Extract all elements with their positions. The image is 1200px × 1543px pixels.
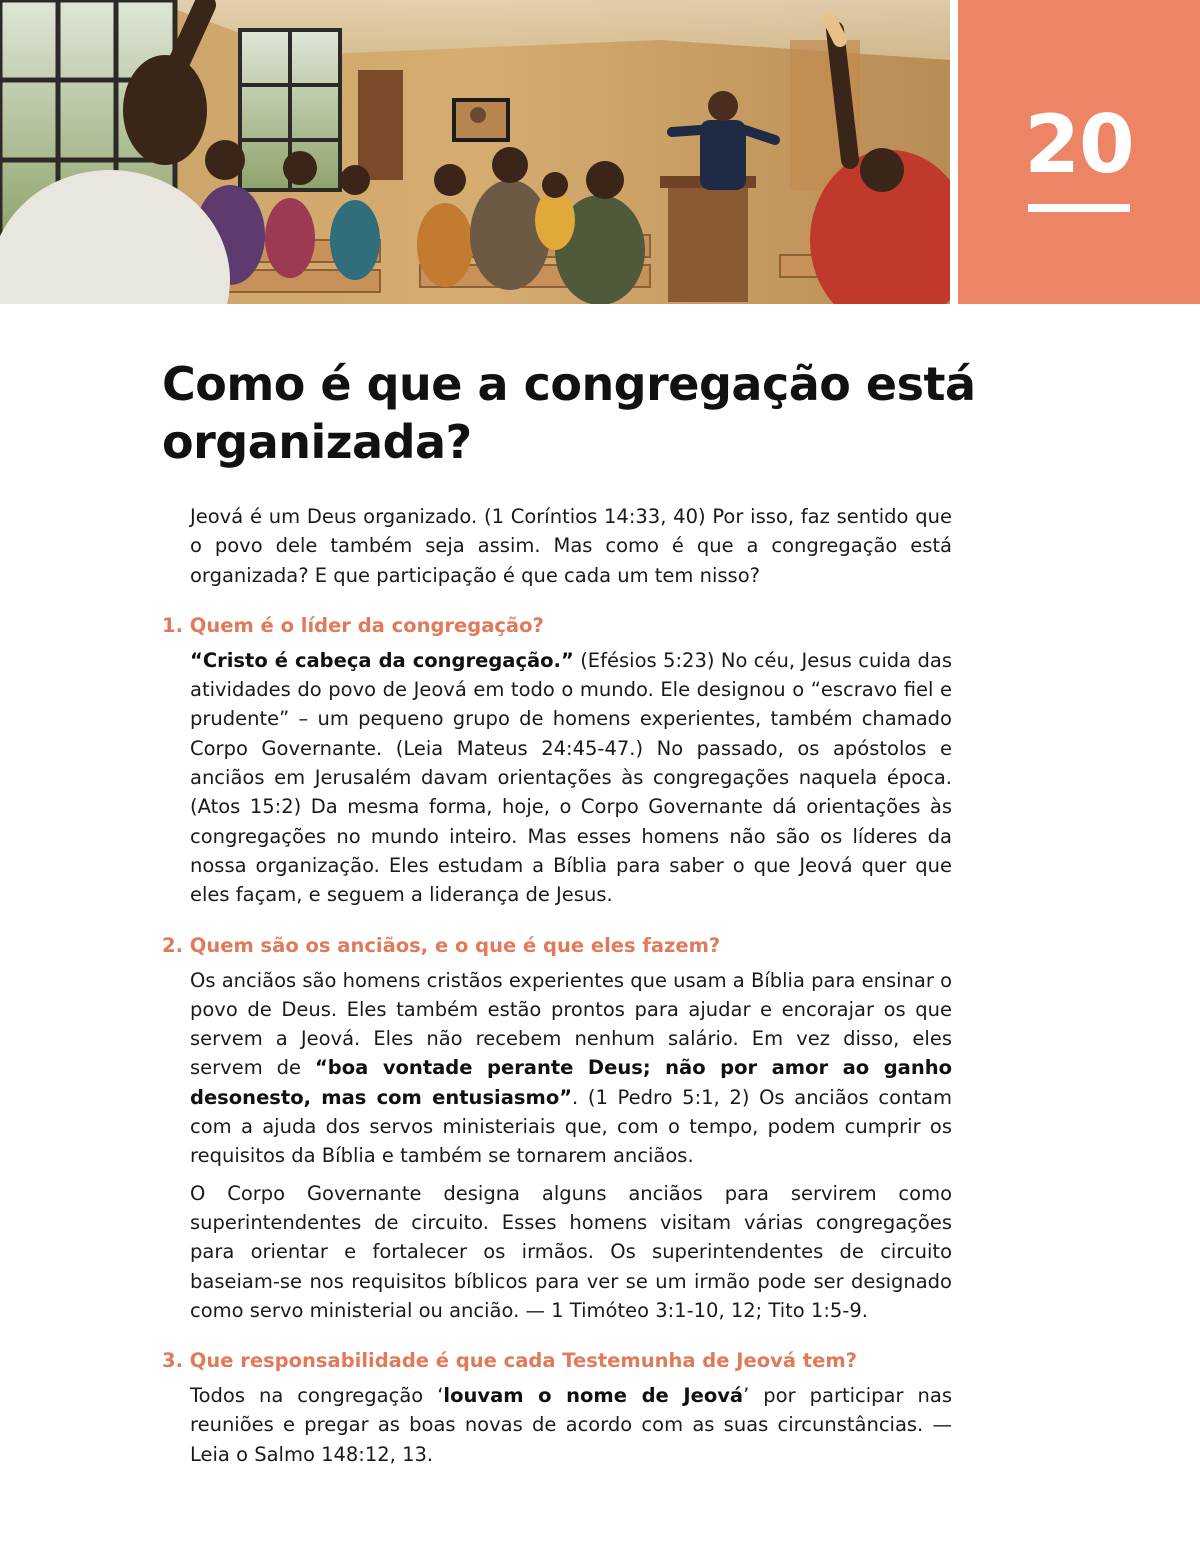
paragraph-text: Os anciãos são homens cristãos experientes que usam a Bíblia para ensinar o povo de Deus. Eles também estão prontos para ajudar e encorajar os que servem a Jeová. Eles não recebem nenhum salário. Em vez disso, eles servem de bbox=[190, 968, 952, 1080]
section-paragraph bbox=[190, 646, 952, 910]
lesson-number-box bbox=[958, 0, 1200, 304]
lesson-number-underline bbox=[1028, 204, 1130, 212]
section-paragraph: O Corpo Governante designa alguns anciãos para servirem como superintendentes de circuito. Esses homens visitam várias congregações para orientar e fortalecer os irmãos. Os superintendentes de circuito baseiam-se nos requisitos bíblicos para ver se um irmão pode ser designado como servo ministerial ou ancião. — 1 Timóteo 3:1-10, 12; Tito 1:5-9. bbox=[190, 1181, 952, 1322]
section-3 bbox=[162, 1347, 952, 1469]
question-heading: 1. Quem é o líder da congregação? bbox=[162, 613, 544, 637]
section-paragraph bbox=[190, 966, 952, 1171]
bold-quote: louvam o nome de Jeová bbox=[443, 1384, 744, 1408]
bold-quote: “Cristo é cabeça da congregação.” bbox=[190, 648, 574, 672]
header-photo-congregation-meeting bbox=[0, 0, 950, 304]
question-heading: 3. Que responsabilidade é que cada Testemunha de Jeová tem? bbox=[162, 1349, 857, 1373]
lesson-number: 20 bbox=[1024, 98, 1134, 191]
section-2 bbox=[162, 932, 952, 1326]
paragraph-text: . (1 Pedro 5:1, 2) Os anciãos contam com a ajuda dos servos ministeriais que, com o tempo, podem cumprir os requisitos da Bíblia e também se tornarem anciãos. bbox=[190, 1085, 952, 1168]
paragraph-text: (Efésios 5:23) No céu, Jesus cuida das atividades do povo de Jeová em todo o mundo. Ele designou o “escravo fiel e prudente” – um pequeno grupo de homens experientes, também chamado Corpo Governante. (Leia Mateus 24:45-47.) No passado, os apóstolos e anciãos em Jerusalém davam orientações às congregações naquela época. (Atos 15:2) Da mesma forma, hoje, o Corpo Governante dá orientações às congregações no mundo inteiro. Mas esses homens não são os líderes da nossa organização. Eles estudam a Bíblia para saber o que Jeová quer que eles façam, e seguem a liderança de Jesus. bbox=[190, 648, 953, 907]
intro-paragraph: Jeová é um Deus organizado. (1 Coríntios 14:33, 40) Por isso, faz sentido que o povo dele também seja assim. Mas como é que a congregação está organizada? E que participação é que cada um tem nisso? bbox=[190, 505, 952, 587]
section-1 bbox=[162, 612, 952, 910]
article-body bbox=[162, 502, 952, 1469]
section-paragraph bbox=[190, 1381, 952, 1469]
page-title: Como é que a congregação está organizada? bbox=[162, 357, 976, 469]
bold-quote: “boa vontade perante Deus; não por amor ao ganho desonesto, mas com entusiasmo” bbox=[190, 1056, 952, 1109]
paragraph-text: ’ por participar nas reuniões e pregar as boas novas de acordo com as suas circunstâncias. — Leia o Salmo 148:12, 13. bbox=[190, 1384, 952, 1466]
paragraph-text: Todos na congregação ‘ bbox=[190, 1384, 444, 1408]
question-heading: 2. Quem são os anciãos, e o que é que eles fazem? bbox=[162, 933, 721, 957]
